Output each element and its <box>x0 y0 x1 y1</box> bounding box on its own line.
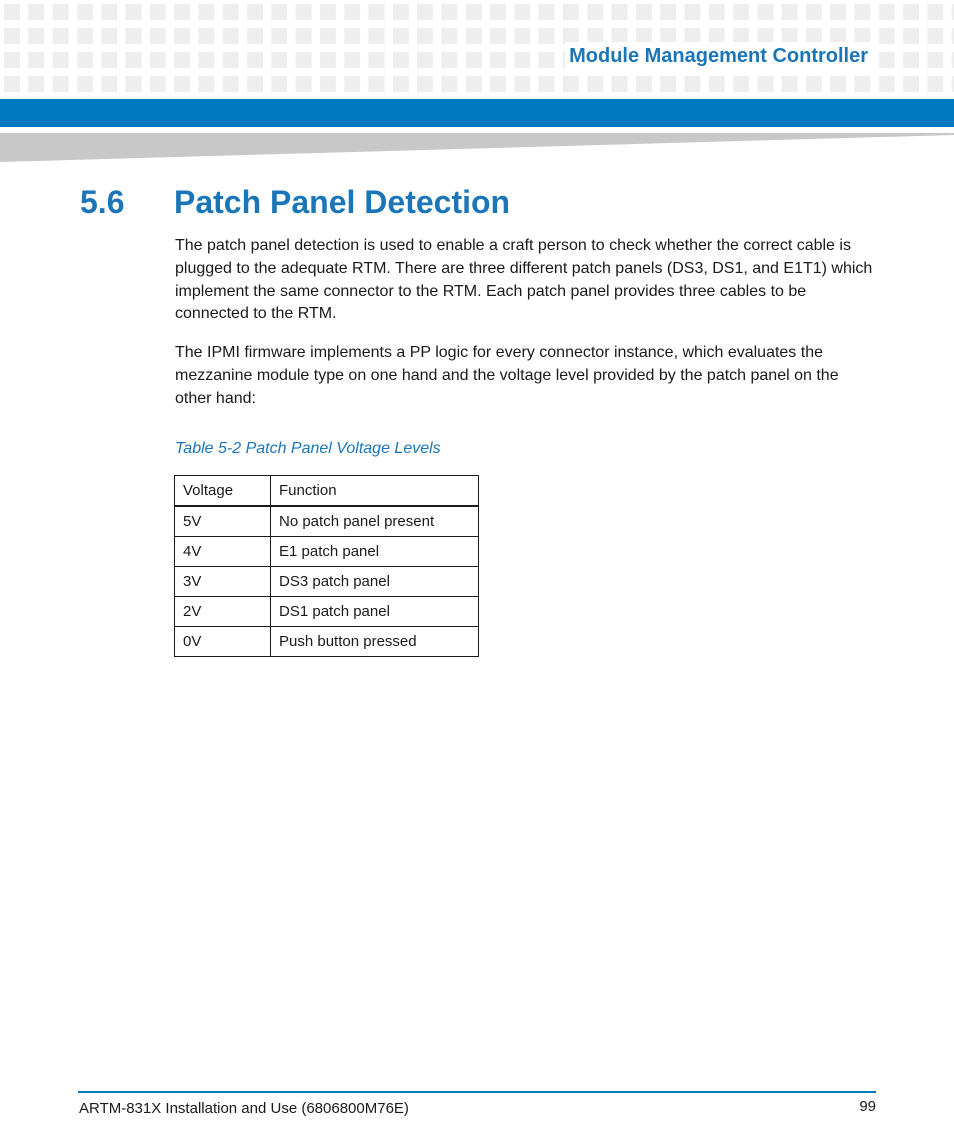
column-header: Function <box>271 476 479 507</box>
voltage-levels-table <box>174 475 479 657</box>
table-row <box>175 537 479 567</box>
running-header-title: Module Management Controller <box>565 42 872 70</box>
table-row <box>175 627 479 657</box>
column-header: Voltage <box>175 476 271 507</box>
function-cell: E1 patch panel <box>271 537 479 567</box>
table-row <box>175 567 479 597</box>
table-caption: Table 5-2 Patch Panel Voltage Levels <box>175 440 441 457</box>
header-blue-band <box>0 99 954 127</box>
voltage-cell: 2V <box>175 597 271 627</box>
section-heading <box>80 180 510 224</box>
body-paragraph: The patch panel detection is used to enable a craft person to check whether the correct cable is plugged to the adequate RTM. There are three different patch panels (DS3, DS1, and E1T1) which implement the same connector to the RTM. Each patch panel provides three cables to be connected to the RTM. <box>175 237 873 323</box>
function-cell: No patch panel present <box>271 506 479 537</box>
function-cell: Push button pressed <box>271 627 479 657</box>
function-cell: DS3 patch panel <box>271 567 479 597</box>
voltage-cell: 0V <box>175 627 271 657</box>
function-cell: DS1 patch panel <box>271 597 479 627</box>
section-number: 5.6 <box>80 184 125 220</box>
footer-rule <box>78 1091 876 1093</box>
voltage-cell: 3V <box>175 567 271 597</box>
table-row <box>175 506 479 537</box>
table-header-row <box>175 476 479 507</box>
voltage-cell: 4V <box>175 537 271 567</box>
body-paragraph: The IPMI firmware implements a PP logic for every connector instance, which evaluates the mezzanine module type on one hand and the voltage level provided by the patch panel on the other hand: <box>175 344 839 407</box>
header-gray-wedge <box>0 127 954 163</box>
table-row <box>175 597 479 627</box>
section-title: Patch Panel Detection <box>174 184 511 220</box>
footer-document-title: ARTM-831X Installation and Use (6806800M76E) <box>79 1100 409 1117</box>
page-number: 99 <box>859 1098 876 1115</box>
voltage-cell: 5V <box>175 506 271 537</box>
